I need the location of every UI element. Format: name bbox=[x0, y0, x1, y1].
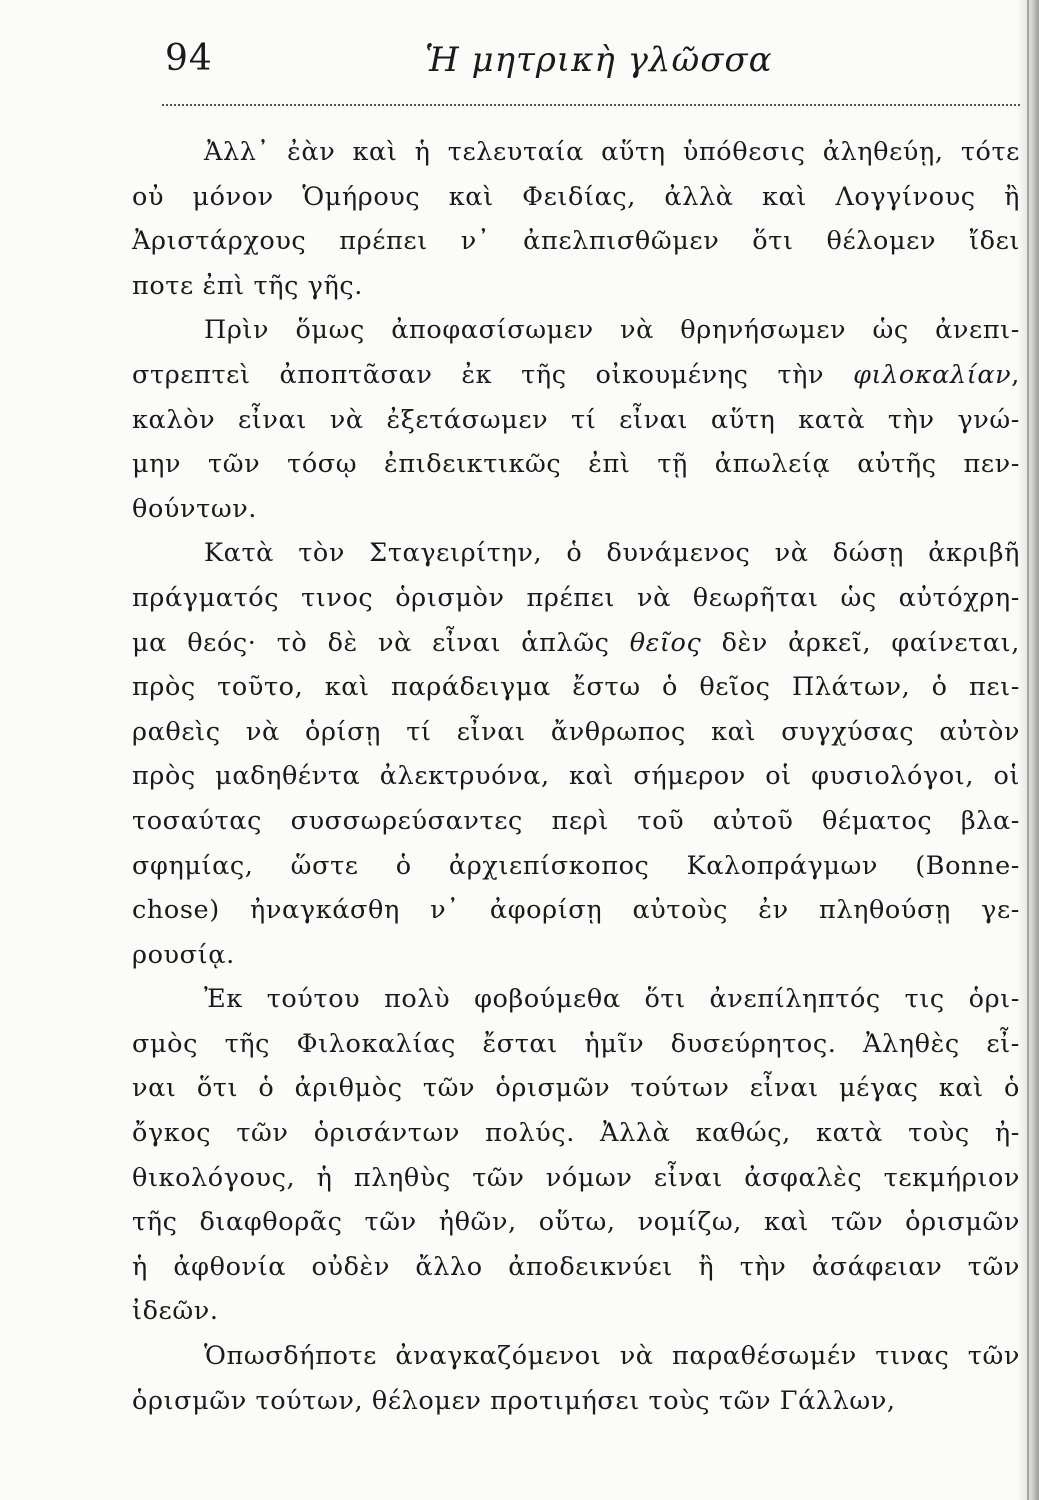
text-line bbox=[132, 799, 1020, 844]
paragraph bbox=[132, 1334, 1020, 1423]
text-line bbox=[132, 175, 1020, 220]
text-run: Ἀριστάρχους πρέπει ν᾽ ἀπελπισθῶμεν ὅτι θέλομεν ἴδει bbox=[132, 226, 1020, 257]
text-line bbox=[132, 1334, 1020, 1379]
text-run: , bbox=[1011, 359, 1020, 390]
text-run: Ὁπωσδήποτε ἀναγκαζόμενοι νὰ παραθέσωμέν τινας τῶν bbox=[204, 1341, 1020, 1372]
paragraph bbox=[132, 308, 1020, 531]
text-run: ραθεὶς νὰ ὁρίσῃ τί εἶναι ἄνθρωπος καὶ συγχύσας αὐτὸν bbox=[132, 716, 1020, 747]
text-run: πρὸς τοῦτο, καὶ παράδειγμα ἔστω ὁ θεῖος Πλάτων, ὁ πει- bbox=[132, 672, 1020, 703]
text-line bbox=[132, 398, 1020, 443]
text-run: σφημίας, ὥστε ὁ ἀρχιεπίσκοπος Καλοπράγμων (Bonne- bbox=[132, 850, 1020, 881]
text-run: θικολόγους, ἡ πληθὺς τῶν νόμων εἶναι ἀσφαλὲς τεκμήριον bbox=[132, 1162, 1020, 1193]
text-run: Ἀλλ᾽ ἐὰν καὶ ἡ τελευταία αὕτη ὑπόθεσις ἀληθεύῃ, τότε bbox=[204, 137, 1020, 167]
text-line bbox=[132, 710, 1020, 755]
text-run: θούντων. bbox=[132, 493, 258, 524]
text-run: Ἐκ τούτου πολὺ φοβούμεθα ὅτι ἀνεπίληπτός τις ὁρι- bbox=[204, 984, 1020, 1015]
text-run: ὁρισμῶν τούτων, θέλομεν προτιμήσει τοὺς τῶν Γάλλων, bbox=[132, 1385, 896, 1416]
text-line bbox=[132, 576, 1020, 621]
text-line bbox=[132, 1022, 1020, 1067]
text-line bbox=[132, 130, 1020, 175]
text-line bbox=[132, 621, 1020, 666]
text-run: chose) ἠναγκάσθη ν᾽ ἀφορίσῃ αὐτοὺς ἐν πληθούσῃ γε- bbox=[132, 895, 1020, 926]
text-line bbox=[132, 888, 1020, 933]
text-run: ρουσίᾳ. bbox=[132, 939, 235, 970]
text-run: ποτε ἐπὶ τῆς γῆς. bbox=[132, 270, 363, 301]
text-run: οὐ μόνον Ὁμήρους καὶ Φειδίας, ἀλλὰ καὶ Λογγίνους ἢ bbox=[132, 181, 1020, 212]
paragraph bbox=[132, 130, 1020, 308]
italic-text: φιλοκαλίαν bbox=[853, 359, 1012, 390]
text-run: καλὸν εἶναι νὰ ἐξετάσωμεν τί εἶναι αὕτη κατὰ τὴν γνώ- bbox=[132, 404, 1020, 435]
text-line bbox=[132, 1111, 1020, 1156]
text-line bbox=[132, 487, 1020, 532]
page-number: 94 bbox=[165, 38, 213, 79]
text-line bbox=[132, 1200, 1020, 1245]
text-run: τοσαύτας συσσωρεύσαντες περὶ τοῦ αὐτοῦ θέματος βλα- bbox=[132, 805, 1020, 836]
text-line bbox=[132, 1289, 1020, 1334]
text-run: δὲν ἀρκεῖ, φαίνεται, bbox=[701, 627, 1020, 658]
text-run: πρὸς μαδηθέντα ἀλεκτρυόνα, καὶ σήμερον οἱ φυσιολόγοι, οἱ bbox=[132, 761, 1020, 792]
text-line bbox=[132, 1379, 1020, 1424]
text-run: στρεπτεὶ ἀποπτᾶσαν ἐκ τῆς οἰκουμένης τὴν bbox=[132, 359, 854, 390]
text-run: μα θεός· τὸ δὲ νὰ εἶναι ἁπλῶς bbox=[132, 627, 630, 658]
text-run: μην τῶν τόσῳ ἐπιδεικτικῶς ἐπὶ τῇ ἀπωλείᾳ αὐτῆς πεν- bbox=[132, 449, 1020, 480]
text-line bbox=[132, 844, 1020, 889]
text-line bbox=[132, 665, 1020, 710]
text-run: Πρὶν ὅμως ἀποφασίσωμεν νὰ θρηνήσωμεν ὡς ἀνεπι- bbox=[204, 315, 1020, 346]
paragraph bbox=[132, 977, 1020, 1334]
text-line bbox=[132, 442, 1020, 487]
text-run: ναι ὅτι ὁ ἀριθμὸς τῶν ὁρισμῶν τούτων εἶναι μέγας καὶ ὁ bbox=[132, 1073, 1020, 1104]
text-run: Κατὰ τὸν Σταγειρίτην, ὁ δυνάμενος νὰ δώσῃ ἀκριβῆ bbox=[204, 538, 1020, 569]
text-run: ἰδεῶν. bbox=[132, 1296, 219, 1327]
text-line bbox=[132, 1245, 1020, 1290]
running-head bbox=[165, 38, 1015, 98]
text-run: πράγματός τινος ὁρισμὸν πρέπει νὰ θεωρῆται ὡς αὐτόχρη- bbox=[132, 582, 1020, 613]
text-run: ὄγκος τῶν ὁρισάντων πολύς. Ἀλλὰ καθώς, κατὰ τοὺς ἠ- bbox=[132, 1118, 1020, 1149]
text-line bbox=[132, 754, 1020, 799]
text-run: τῆς διαφθορᾶς τῶν ἠθῶν, οὕτω, νομίζω, καὶ τῶν ὁρισμῶν bbox=[132, 1207, 1020, 1238]
text-line bbox=[132, 1156, 1020, 1201]
text-line bbox=[132, 264, 1020, 309]
paragraph bbox=[132, 531, 1020, 977]
text-line bbox=[132, 977, 1020, 1022]
italic-text: θεῖος bbox=[629, 627, 702, 658]
text-line bbox=[132, 219, 1020, 264]
text-line bbox=[132, 531, 1020, 576]
text-line bbox=[132, 353, 1020, 398]
text-line bbox=[132, 1066, 1020, 1111]
text-run: ἡ ἀφθονία οὐδὲν ἄλλο ἀποδεικνύει ἢ τὴν ἀσάφειαν τῶν bbox=[132, 1251, 1020, 1282]
body-text bbox=[132, 130, 1020, 1423]
page-edge-line bbox=[1027, 0, 1029, 1500]
text-line bbox=[132, 933, 1020, 978]
running-title: Ἡ μητρικὴ γλῶσσα bbox=[425, 40, 773, 80]
text-line bbox=[132, 308, 1020, 353]
header-rule bbox=[162, 104, 1020, 106]
text-run: σμὸς τῆς Φιλοκαλίας ἔσται ἡμῖν δυσεύρητος. Ἀληθὲς εἶ- bbox=[132, 1028, 1020, 1059]
